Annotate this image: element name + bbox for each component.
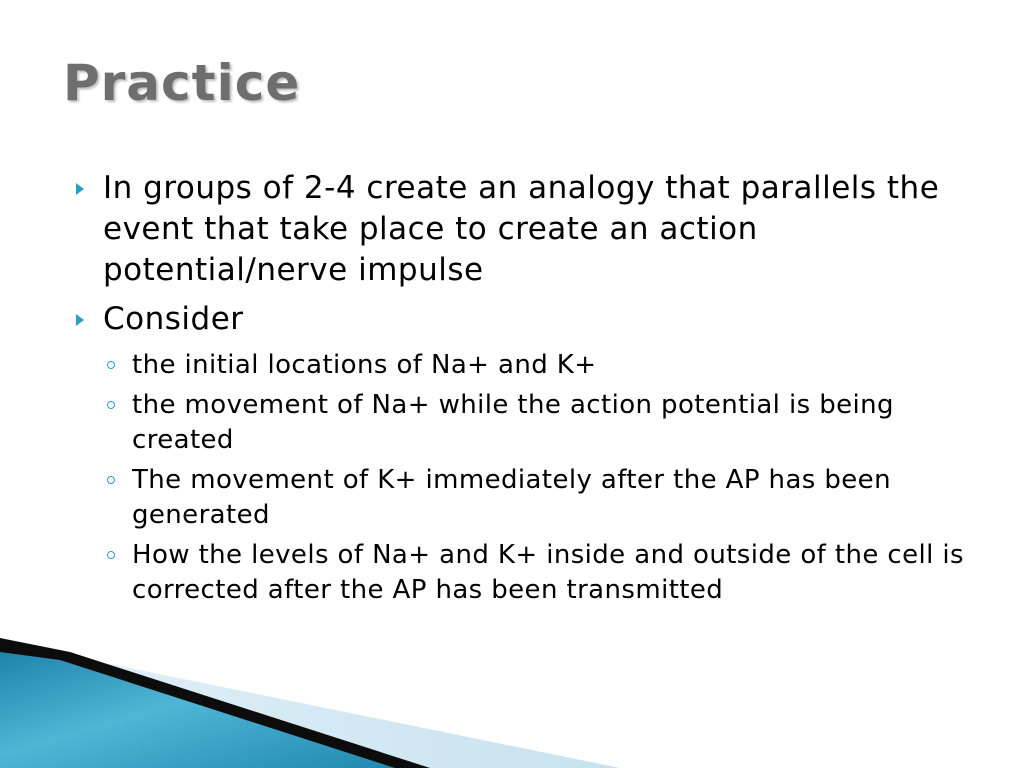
triangle-right-icon: [76, 183, 84, 195]
sub-bullet-text: How the levels of Na+ and K+ inside and outside of the cell is corrected after the AP has been transmitted: [132, 540, 964, 605]
sub-bullet-list: [0, 348, 1024, 608]
sub-bullet-item: [132, 388, 972, 458]
bullet-item: [103, 168, 973, 291]
sub-bullet-item: [132, 463, 972, 533]
slide-body: [0, 168, 1024, 613]
bullet-text: In groups of 2-4 create an analogy that parallels the event that take place to create an action potential/nerve impulse: [103, 170, 940, 288]
sub-bullet-text: the initial locations of Na+ and K+: [132, 350, 597, 380]
open-circle-icon: [107, 551, 115, 559]
open-circle-icon: [107, 476, 115, 484]
open-circle-icon: [107, 361, 115, 369]
sub-bullet-item: [132, 348, 972, 383]
slide-title: Practice: [63, 54, 301, 112]
bullet-text: Consider: [103, 301, 244, 337]
triangle-right-icon: [76, 314, 84, 326]
decorative-swoosh: [0, 638, 1024, 768]
bullet-item: [103, 299, 973, 340]
sub-bullet-text: the movement of Na+ while the action potential is being created: [132, 390, 894, 455]
open-circle-icon: [107, 401, 115, 409]
sub-bullet-item: [132, 538, 972, 608]
sub-bullet-text: The movement of K+ immediately after the AP has been generated: [132, 465, 891, 530]
